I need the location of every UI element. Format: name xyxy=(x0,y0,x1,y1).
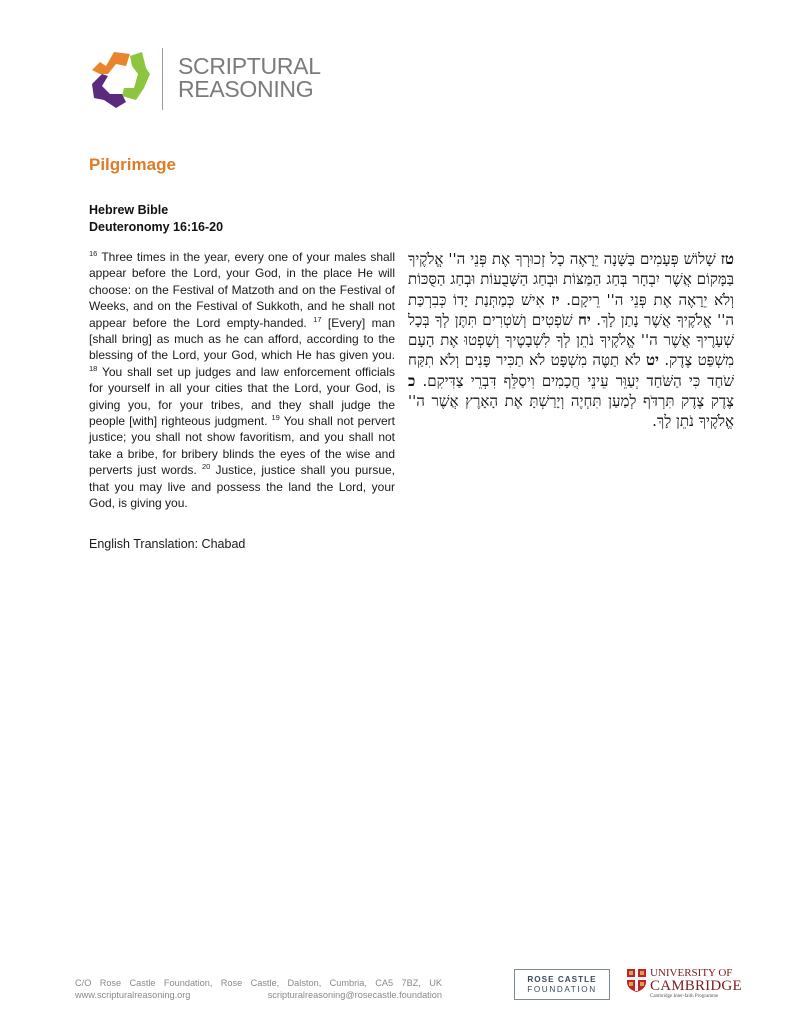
source-collection: Hebrew Bible xyxy=(89,203,169,217)
verse-number: יט xyxy=(645,351,659,370)
logo-line-1: SCRIPTURAL xyxy=(178,53,321,79)
logo-divider xyxy=(162,48,163,110)
source-reference: Deuteronomy 16:16-20 xyxy=(89,220,224,234)
footer-email-link[interactable]: scripturalreasoning@rosecastle.foundation xyxy=(267,989,442,1000)
logo-wordmark xyxy=(178,55,321,101)
verse-text: שָׁלוֹשׁ פְּעָמִים בַּשָּׁנָה יֵרָאֶה כָל זְכוּרְךָ אֶת פְּנֵי ה'' אֱלֹקֶיךָ בַּמָּקוֹם אֲשֶׁר יִבְחָר בְּחַג הַמַּצּוֹת וּבְחַג הַשָּׁבֻעוֹת וּבְחַג הַסֻּכּוֹת וְלֹא יֵרָאֶה אֶת פְּנֵי ה'' רֵיקָם. xyxy=(408,250,735,309)
cambridge-line-3: Cambridge Inter-faith Programme xyxy=(650,994,719,999)
university-of-cambridge-logo xyxy=(627,967,742,1000)
verse-number: 19 xyxy=(271,413,280,423)
footer-website-link[interactable]: www.scripturalreasoning.org xyxy=(75,989,191,1000)
scriptural-reasoning-logo xyxy=(86,44,321,114)
footer-contact xyxy=(75,978,442,1001)
verse-number: טז xyxy=(720,250,734,268)
verse-number: 20 xyxy=(201,462,211,472)
verse-number: 16 xyxy=(89,249,98,258)
verse-text: [Every] man [shall bring] as much as he can afford, according to the blessing of the Lord, your God, which He has given you. xyxy=(89,315,396,363)
verse-text: שֹׁפְטִים וְשֹׁטְרִים תִּתֶּן לְךָ בְּכָל שְׁעָרֶיךָ אֲשֶׁר ה'' אֱלֹקֶיךָ נֹתֵן לְךָ לִשְׁבָטֶיךָ וְשָׁפְטוּ אֶת הָעָם מִשְׁפַּט צֶדֶק. xyxy=(408,310,735,370)
logo-line-2: REASONING xyxy=(178,76,314,102)
cambridge-line-2: CAMBRIDGE xyxy=(650,978,742,994)
rose-castle-foundation-logo xyxy=(514,969,610,1000)
rose-castle-line-2: FOUNDATION xyxy=(527,985,597,994)
translation-credit: English Translation: Chabad xyxy=(89,537,246,551)
verse-text: You shall not pervert justice; you shall not show favoritism, and you shall not take a bribe, for bribery blinds the eyes of the wise and perverts just words. xyxy=(89,414,395,478)
hebrew-passage xyxy=(408,249,734,432)
footer-address: C/O Rose Castle Foundation, Rose Castle, Dalston, Cumbria, CA5 7BZ, UK xyxy=(75,978,442,988)
verse-number: 17 xyxy=(313,314,322,324)
verse-number: 18 xyxy=(89,363,98,373)
source-heading xyxy=(89,202,223,236)
cambridge-line-1: UNIVERSITY OF xyxy=(650,967,733,979)
verse-text: אִישׁ כְּמַתְּנַת יָדוֹ כְּבִרְכַּת ה'' אֱלֹקֶיךָ אֲשֶׁר נָתַן לָךְ. xyxy=(408,290,734,329)
verse-number: כ xyxy=(408,371,416,390)
star-logo-icon xyxy=(86,44,152,110)
verse-text: You shall set up judges and law enforcement officials for yourself in all your cities that the Lord, your God, is giving you, for your tribes, and they shall judge the people [with] righteous judgment. xyxy=(89,364,395,429)
cambridge-shield-icon xyxy=(627,969,646,992)
verse-text: צֶדֶק צֶדֶק תִּרְדֹּף לְמַעַן תִּחְיֶה וְיָרַשְׁתָּ אֶת הָאָרֶץ אֲשֶׁר ה'' אֱלֹקֶיךָ נֹתֵן לָךְ. xyxy=(408,392,734,431)
verse-text: Three times in the year, every one of your males shall appear before the Lord, your God, in the place He will choose: on the Festival of Matzoth and on the Festival of Weeks, and on the Festival of Sukkoth, and he shall not appear before the Lord empty-handed. xyxy=(89,250,395,330)
rose-castle-line-1: ROSE CASTLE xyxy=(527,975,597,984)
verse-number: יז xyxy=(551,290,560,309)
verse-text: Justice, justice shall you pursue, that you may live and possess the land the Lord, your God, is giving you. xyxy=(89,463,396,511)
verse-number: יח xyxy=(578,310,591,329)
page-title: Pilgrimage xyxy=(89,155,176,174)
verse-text: לֹא תַטֶּה מִשְׁפָּט לֹא תַכִּיר פָּנִים וְלֹא תִקַּח שֹׁחַד כִּי הַשֹּׁחַד יְעַוֵּר עֵינֵי חֲכָמִים וִיסַלֵּף דִּבְרֵי צַדִּיקִם. xyxy=(408,351,734,390)
english-passage xyxy=(89,249,395,512)
